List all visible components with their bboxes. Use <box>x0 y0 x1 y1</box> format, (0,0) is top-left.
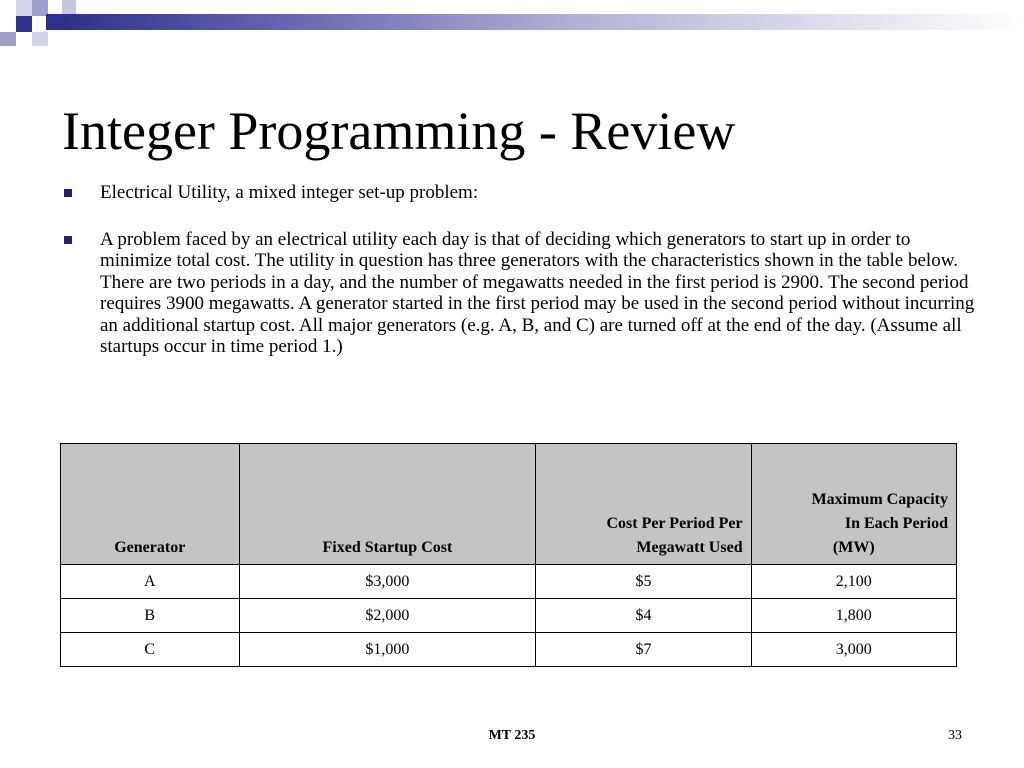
bullet-list <box>62 182 982 358</box>
square-bullet-icon <box>64 189 72 197</box>
generator-table <box>60 443 957 667</box>
cell-max-capacity: 1,800 <box>751 599 956 633</box>
decorative-square <box>0 32 16 46</box>
cell-fixed-startup-cost: $3,000 <box>239 565 536 599</box>
cell-cost-per-mw: $4 <box>536 599 751 633</box>
header-capacity-line-3: (MW) <box>832 539 875 556</box>
table-header-row <box>61 444 957 565</box>
slide-title: Integer Programming - Review <box>62 101 736 161</box>
cell-fixed-startup-cost: $1,000 <box>239 633 536 667</box>
header-cost-line-1: Cost Per Period Per <box>606 515 743 532</box>
decorative-square <box>0 0 16 16</box>
header-fixed-startup-cost <box>239 444 536 565</box>
cell-cost-per-mw: $5 <box>536 565 751 599</box>
table-row <box>61 565 957 599</box>
bullet-text: A problem faced by an electrical utility each day is that of deciding which generators to start up in order to minimize total cost. The utility in question has three generators with the characteristics shown in the table below. There are two periods in a day, and the number of megawatts needed in the first period is 2900. The second period requires 3900 megawatts. A generator started in the first period may be used in the second period without incurring an additional startup cost. All major generators (e.g. A, B, and C) are turned off at the end of the day. (Assume all startups occur in time period 1.) <box>100 228 975 357</box>
bullet-text: Electrical Utility, a mixed integer set-up problem: <box>100 182 479 203</box>
header-cost-per-mw <box>536 444 751 565</box>
header-cost-line-2: Megawatt Used <box>636 539 743 556</box>
header-capacity-line-1: Maximum Capacity <box>811 491 948 508</box>
cell-cost-per-mw: $7 <box>536 633 751 667</box>
table-row <box>61 633 957 667</box>
cell-max-capacity: 2,100 <box>751 565 956 599</box>
cell-generator: B <box>61 599 240 633</box>
cell-generator: C <box>61 633 240 667</box>
footer-course-label: MT 235 <box>488 728 536 743</box>
decorative-square <box>62 0 76 14</box>
header-fixed-startup-cost-label: Fixed Startup Cost <box>322 539 453 556</box>
decorative-square <box>16 0 32 16</box>
header-generator <box>61 444 240 565</box>
decorative-square <box>16 16 32 32</box>
cell-max-capacity: 3,000 <box>751 633 956 667</box>
header-gradient-bar <box>60 14 1024 30</box>
page-number: 33 <box>948 728 962 743</box>
table-row <box>61 599 957 633</box>
bullet-item <box>62 229 982 358</box>
bullet-item <box>62 182 982 204</box>
header-capacity-line-2: In Each Period <box>844 515 948 532</box>
header-generator-label: Generator <box>114 539 186 556</box>
decorative-square <box>32 32 48 46</box>
header-decoration <box>0 0 1024 70</box>
header-max-capacity <box>751 444 956 565</box>
decorative-square <box>46 14 62 30</box>
square-bullet-icon <box>64 236 72 244</box>
cell-fixed-startup-cost: $2,000 <box>239 599 536 633</box>
cell-generator: A <box>61 565 240 599</box>
